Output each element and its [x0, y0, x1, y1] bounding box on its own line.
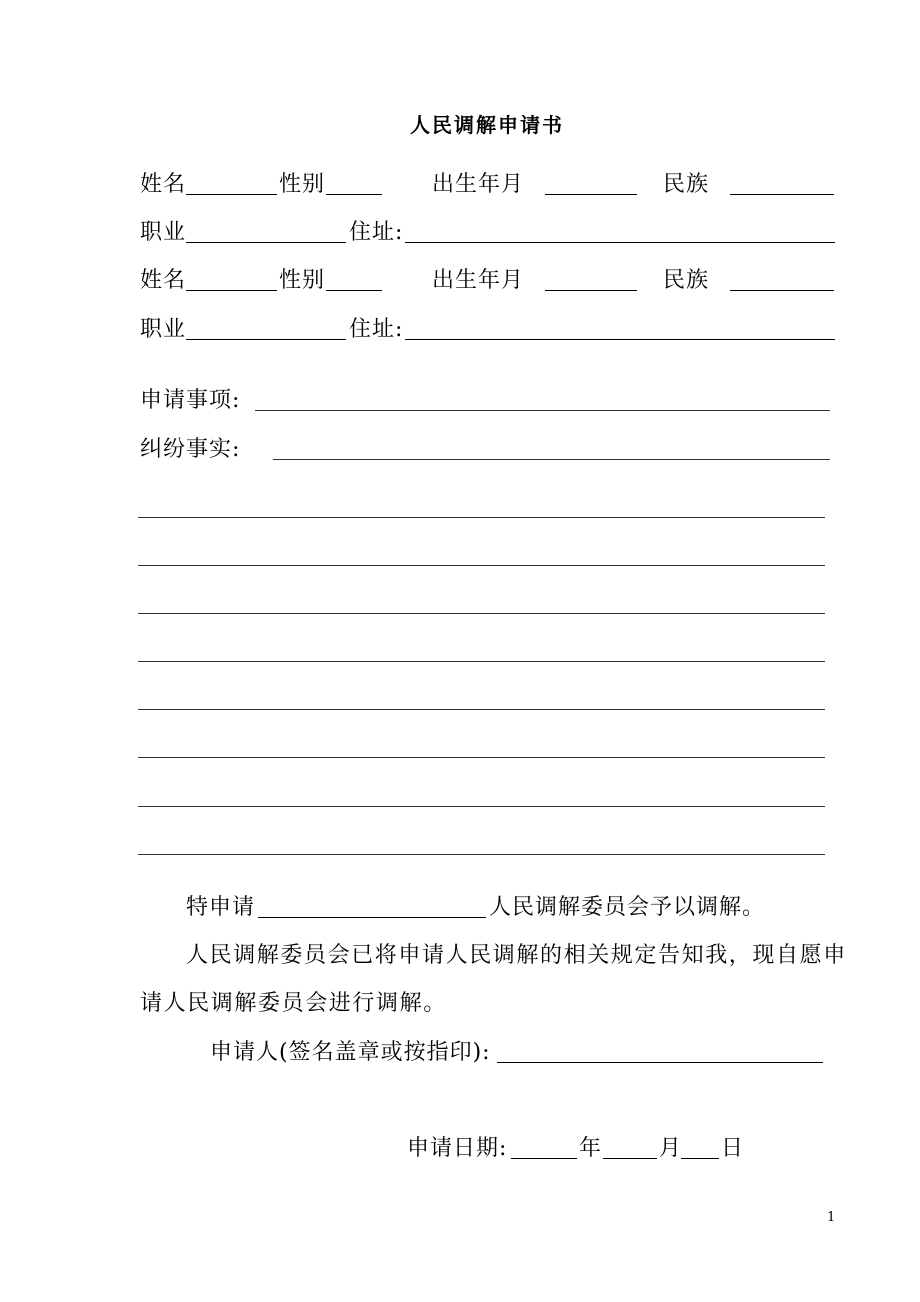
- writing-line[interactable]: [138, 613, 825, 614]
- date-year-field[interactable]: [511, 1158, 577, 1159]
- address-field[interactable]: [405, 242, 835, 243]
- notice-line-1: 人民调解委员会已将申请人民调解的相关规定告知我，现自愿申: [186, 943, 847, 968]
- date-day-field[interactable]: [681, 1158, 719, 1159]
- document-title: 人民调解申请书: [410, 113, 564, 137]
- occupation-field[interactable]: [186, 339, 346, 340]
- gender-label: 性别: [279, 268, 326, 293]
- name-field[interactable]: [186, 194, 277, 195]
- date-month-field[interactable]: [603, 1158, 657, 1159]
- occupation-field[interactable]: [186, 242, 346, 243]
- name-field[interactable]: [186, 290, 277, 291]
- gender-field[interactable]: [326, 290, 382, 291]
- dispute-facts-field[interactable]: [273, 459, 830, 460]
- application-items-label: 申请事项:: [140, 388, 241, 413]
- writing-line[interactable]: [138, 757, 825, 758]
- writing-line[interactable]: [138, 854, 825, 855]
- gender-field[interactable]: [326, 194, 382, 195]
- birth-label: 出生年月: [432, 172, 525, 197]
- request-prefix: 特申请: [186, 895, 256, 920]
- application-items-field[interactable]: [255, 410, 830, 411]
- dispute-facts-label: 纠纷事实:: [140, 437, 241, 462]
- year-label: 年: [579, 1136, 603, 1161]
- birth-field[interactable]: [545, 194, 637, 195]
- writing-line[interactable]: [138, 709, 825, 710]
- writing-line[interactable]: [138, 517, 825, 518]
- day-label: 日: [721, 1136, 745, 1161]
- occupation-label: 职业: [140, 220, 187, 245]
- request-suffix: 人民调解委员会予以调解。: [489, 895, 766, 920]
- address-field[interactable]: [405, 339, 835, 340]
- page-number: 1: [827, 1210, 836, 1225]
- name-label: 姓名: [140, 172, 187, 197]
- writing-line[interactable]: [138, 565, 825, 566]
- gender-label: 性别: [279, 172, 326, 197]
- address-label: 住址:: [349, 317, 404, 342]
- writing-line[interactable]: [138, 661, 825, 662]
- ethnicity-label: 民族: [663, 268, 710, 293]
- ethnicity-field[interactable]: [730, 194, 834, 195]
- writing-line[interactable]: [138, 806, 825, 807]
- occupation-label: 职业: [140, 317, 187, 342]
- ethnicity-field[interactable]: [730, 290, 834, 291]
- ethnicity-label: 民族: [663, 172, 710, 197]
- address-label: 住址:: [349, 220, 404, 245]
- birth-label: 出生年月: [432, 268, 525, 293]
- committee-name-field[interactable]: [258, 917, 486, 918]
- signature-field[interactable]: [497, 1062, 823, 1063]
- date-label: 申请日期:: [407, 1136, 508, 1161]
- name-label: 姓名: [140, 268, 187, 293]
- signature-label: 申请人(签名盖章或按指印):: [210, 1040, 491, 1065]
- notice-line-2: 请人民调解委员会进行调解。: [140, 991, 447, 1016]
- month-label: 月: [659, 1136, 683, 1161]
- birth-field[interactable]: [545, 290, 637, 291]
